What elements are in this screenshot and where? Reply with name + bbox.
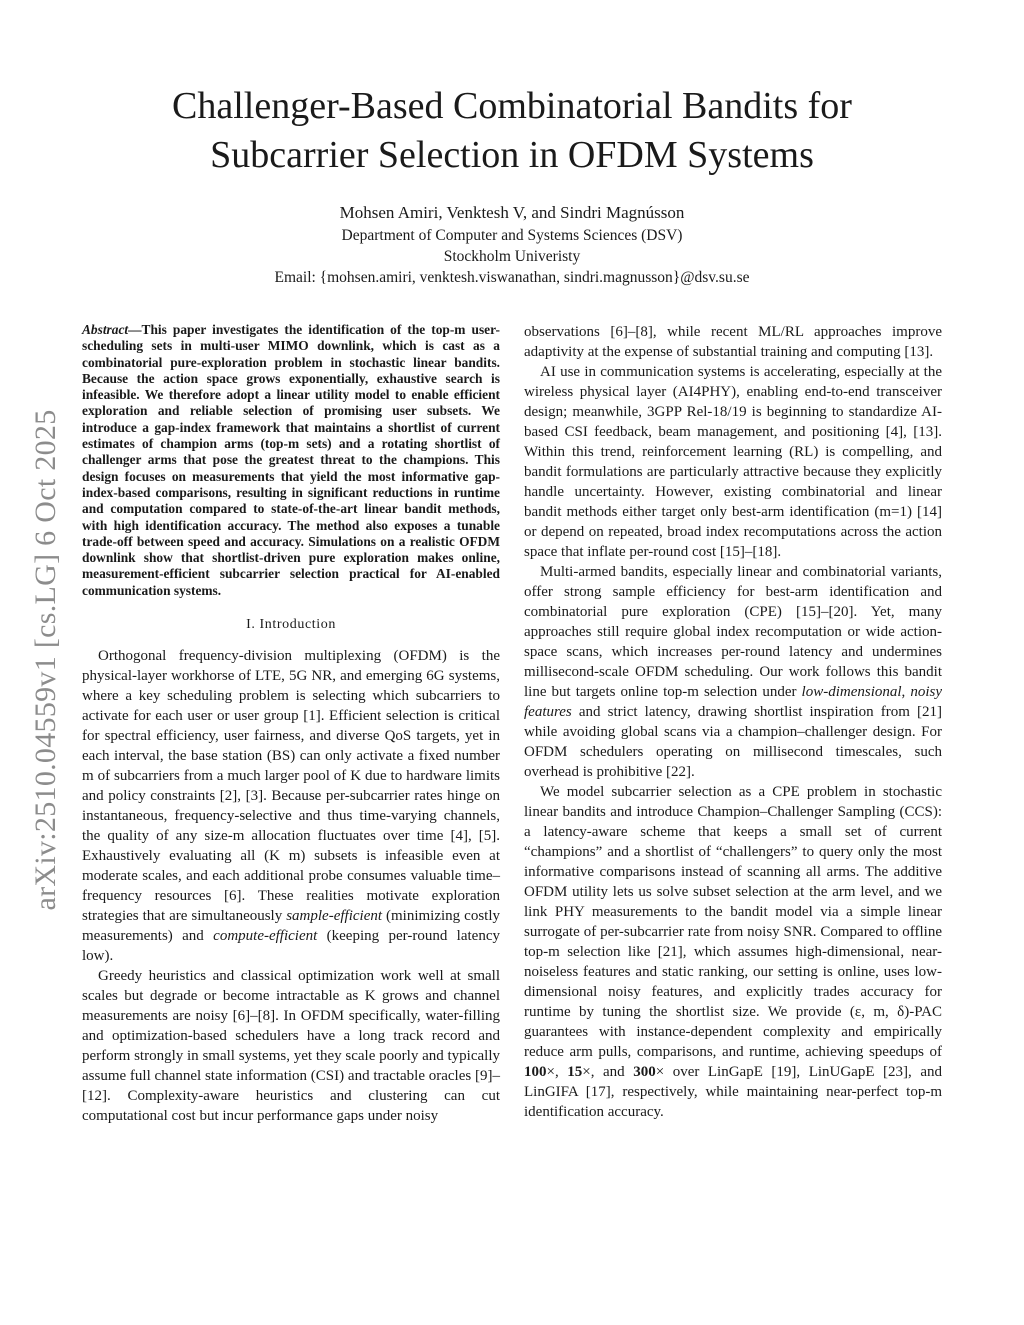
section-heading-introduction: I. Introduction xyxy=(246,617,336,633)
abstract-text: —This paper investigates the identification of the top-m user-scheduling sets in multi-user MIMO downlink, which is cast as a combinatorial pure-exploration problem in stochastic linear bandits. Because the action space grows exponentially, exhaustive search is infeasible. We therefore adopt a linear utility model to enable efficient exploration and reliable selection of promising user subsets. We introduce a gap-index framework that maintains a shortlist of current estimates of champion arms (top-m sets) and a rotating shortlist of challenger arms that pose the greatest threat to the champions. This design focuses on measurements that yield the most informative gap-index-based comparisons, resulting in significant reductions in runtime and computation compared to state-of-the-art linear bandit methods, with high identification accuracy. The method also exposes a tunable trade-off between speed and accuracy. Simulations on a realistic OFDM downlink show that shortlist-driven pure exploration makes online, measurement-efficient subcarrier selection practical for AI-enabled communication systems. xyxy=(82,322,500,598)
abstract xyxy=(82,322,500,599)
intro-paragraph-2: Greedy heuristics and classical optimization work well at small scales but degrade or become intractable as K grows and channel measurements are noisy [6]–[8]. In OFDM specifically, water-filling and optimization-based schedulers have a long track record and perform strongly in small systems, yet they scale poorly and typically assume full channel state information (CSI) and tractable oracles [9]–[12]. Complexity-aware heuristics and clustering can cut computational cost but incur performance gaps under noisy xyxy=(82,968,500,1125)
title-line-1: Challenger-Based Combinatorial Bandits for xyxy=(172,85,852,127)
arxiv-sidebar xyxy=(28,380,64,940)
right-column xyxy=(524,322,942,1122)
intro-paragraph-4: Multi-armed bandits, especially linear and combinatorial variants, offer strong sample efficiency for best-arm identification and combinatorial pure exploration (CPE) [15]–[20]. Yet, many approaches still require global index recomputation or wide action-space scans, which increases per-round latency and undermines millisecond-scale OFDM scheduling. Our work follows this bandit line but targets online top-m selection under low-dimensional, noisy features and strict latency, drawing shortlist inspiration from [21] while avoiding global scans via a champion–challenger design. For OFDM schedulers operating on millisecond timescales, such overhead is prohibitive [22]. xyxy=(524,564,943,780)
title-line-2: Subcarrier Selection in OFDM Systems xyxy=(210,134,814,176)
paper-title xyxy=(90,82,934,180)
abstract-label: Abstract xyxy=(82,322,129,337)
author-names: Mohsen Amiri, Venktesh V, and Sindri Magnússon xyxy=(339,203,685,222)
intro-paragraph-3: AI use in communication systems is accelerating, especially at the wireless physical layer (AI4PHY), enabling end-to-end transceiver design; meanwhile, 3GPP Rel-18/19 is beginning to standardize AI-based CSI feedback, beam management, and positioning [4], [13]. Within this trend, reinforcement learning (RL) is compelling, and bandit formulations are particularly attractive because they explicitly handle uncertainty. However, existing combinatorial and linear bandit methods either target only best-arm identification (m=1) [14] or depend on repeated, broad index recomputations across the action space that inflate per-round cost [15]–[18]. xyxy=(524,364,942,560)
university: Stockholm Univeristy xyxy=(443,248,581,265)
intro-paragraph-1: Orthogonal frequency-division multiplexing (OFDM) is the physical-layer workhorse of LTE, 5G NR, and emerging 6G systems, where a key scheduling problem is selecting which subcarriers to activate for each user or user group [1]. Efficient selection is critical for spectral efficiency, user fairness, and diverse QoS targets, yet in each interval, the base station (BS) can only activate a fixed number m of subcarriers from a much larger pool of K due to hardware limits and policy constraints [2], [3]. Because per-subcarrier rates hinge on instantaneous, frequency-selective and thus time-varying channels, the quality of any size-m allocation fluctuates over time [4], [5]. Exhaustively evaluating all (K m) subsets is infeasible even at moderate scales, and each additional probe consumes valuable time–frequency resources [6]. These realities motivate exploration strategies that are simultaneously sample-efficient (minimizing costly measurements) and compute-efficient (keeping per-round latency low). xyxy=(82,648,500,965)
author-block xyxy=(90,201,934,288)
arxiv-identifier: arXiv:2510.04559v1 [cs.LG] 6 Oct 2025 xyxy=(29,409,62,911)
intro-paragraph-5: We model subcarrier selection as a CPE problem in stochastic linear bandits and introduce Champion–Challenger Sampling (CCS): a latency-aware scheme that keeps a small set of current “champions” and a shortlist of “challengers” to query only the most informative comparisons instead of scanning all arms. The additive OFDM utility lets us solve subset selection at the arm level, and we link PHY measurements to the bandit model via a simple linear surrogate of per-subcarrier rate from noisy SNR. Compared to offline top-m selection like [21], which assumes high-dimensional, near-noiseless features and static ranking, our setting is online, uses low-dimensional noisy features, and explicitly trades accuracy for runtime by tuning the shortlist size. We provide (ε, m, δ)-PAC guarantees with instance-dependent complexity and empirically reduce arm pulls, comparisons, and runtime, achieving speedups of 100×, 15×, and 300× over LinGapE [19], LinUGapE [23], and LinGIFA [17], respectively, while maintaining near-perfect top-m identification accuracy. xyxy=(524,784,942,1120)
intro-paragraph-continued: observations [6]–[8], while recent ML/RL approaches improve adaptivity at the expense of substantial training and computing [13]. xyxy=(524,324,942,360)
left-column xyxy=(82,322,500,1126)
email: Email: {mohsen.amiri, venktesh.viswanathan, sindri.magnusson}@dsv.su.se xyxy=(274,269,750,286)
department: Department of Computer and Systems Sciences (DSV) xyxy=(341,227,683,244)
